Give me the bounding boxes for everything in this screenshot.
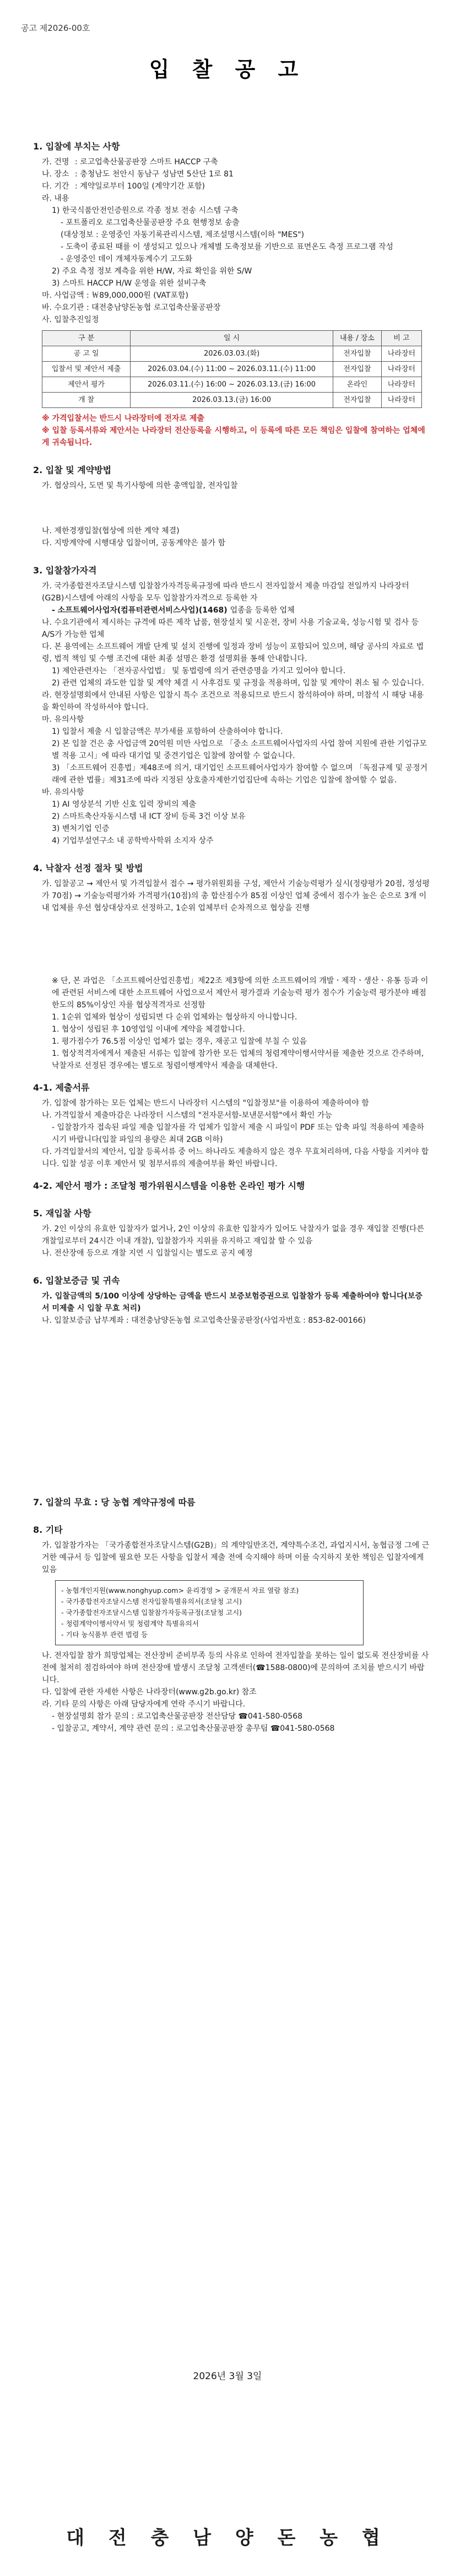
section-3 bbox=[33, 565, 430, 847]
detail-line: - 도축이 종료된 때를 이 생성되고 있으나 개체별 도축정보를 기반으로 표면온도 측정 프로그램 작성 bbox=[61, 243, 393, 251]
detail-line: - 운영중인 데이 개체자동계수기 고도화 bbox=[61, 255, 193, 264]
qual-line: 1) 제안관련자는 「전자공사업법」 및 동법령에 의거 관련증명을 가지고 있어야 합니다. bbox=[52, 667, 346, 675]
detail-line: 3) 스마트 HACCP H/W 운영을 위한 설비구축 bbox=[52, 279, 207, 288]
table-cell: 2026.03.13.(금) 16:00 bbox=[131, 393, 333, 408]
table-cell: 2026.03.04.(수) 11:00 ~ 2026.03.11.(수) 11:00 bbox=[131, 362, 333, 377]
note-line: ※ 가격입찰서는 반드시 나라장터에 전자로 제출 bbox=[42, 414, 204, 423]
qual-line: 나. 수요기관에서 제시하는 규격에 따른 제작 납품, 현장설치 및 시운전, 장비 사용 기술교육, 성능시험 및 검사 등 A/S가 가능한 업체 bbox=[42, 618, 419, 639]
deposit-line: 가. 입찰금액의 5/100 이상에 상당하는 금액을 반드시 보증보험증권으로 입찰참가 등록 제출하여야 합니다(보증서 미제출 시 입찰 무효 처리) bbox=[42, 1292, 422, 1313]
table-cell: 전자입찰 bbox=[333, 346, 382, 362]
selection-note: 1. 1순위 업체와 협상이 성립되면 다 순위 업체와는 협상하지 아니합니다. bbox=[52, 1013, 297, 1022]
schedule-title: 사. 입찰추진일정 bbox=[42, 315, 99, 324]
contract-line: 다. 지방계약에 시행대상 입찰이며, 공동계약은 불가 함 bbox=[42, 539, 226, 548]
reference-item: - 국가종합전자조달시스템 전자입찰특별유의서(조달청 고시) bbox=[61, 1597, 242, 1606]
contract-line: 나. 제한경쟁입찰(협상에 의한 계약 체결) bbox=[42, 527, 180, 535]
notice-number: 공고 제2026-00호 bbox=[21, 23, 90, 33]
qual-line: 가. 국가종합전자조달시스템 입찰참가자격등록규정에 따라 반드시 전자입찰서 제출 마감일 전일까지 나라장터(G2B)시스템에 아래의 사항을 모두 입찰참가자격으로 등록한 자 bbox=[42, 582, 409, 603]
section-3-heading: 3. 입찰참가자격 bbox=[33, 565, 97, 576]
kv-row bbox=[42, 156, 430, 168]
qual-line: 1) 입찰서 제출 시 입찰금액은 부가세를 포함하여 산출하여야 합니다. bbox=[52, 727, 283, 736]
section-6-heading: 6. 입찰보증금 및 귀속 bbox=[33, 1275, 120, 1286]
col-header: 구 분 bbox=[42, 331, 131, 346]
table-cell: 입찰서 및 제안서 제출 bbox=[42, 362, 131, 377]
table-cell: 제안서 평가 bbox=[42, 377, 131, 393]
misc-line: 가. 입찰참가자는 「국가종합전자조달시스템(G2B)」의 계약일반조건, 계약특수조건, 과업지시서, 농협금정 그에 근거한 예규서 등 입찰에 필요한 모든 사항을 입찰서 제출 전에 숙지해야 하며 이를 숙지하지 못한 책임은 입찰자에게 있음 bbox=[42, 1541, 430, 1574]
reference-item: - 농협개인지원(www.nonghyup.com> 윤리경영 > 공개문서 자료 열람 참조) bbox=[61, 1586, 299, 1595]
selection-note: ※ 단, 본 과업은 「소프트웨어산업진흥법」제22조 제3항에 의한 소프트웨어의 개발ㆍ제작ㆍ생산ㆍ유통 등과 이에 관련된 서비스에 대한 소프트웨어 사업으로서 제안서 평가결과 기술능력 평가 점수가 기술능력 평가분야 배점한도의 85%이상인 자를 협상적격자로 선정함 bbox=[52, 976, 429, 1010]
table-cell: 전자입찰 bbox=[333, 362, 382, 377]
section-4-1 bbox=[33, 1082, 430, 1170]
table-cell: 2026.03.03.(화) bbox=[131, 346, 333, 362]
table-cell: 나라장터 bbox=[381, 393, 421, 408]
selection-note: 1. 협상이 성립된 후 10영업일 이내에 계약을 체결합니다. bbox=[52, 1025, 245, 1034]
reference-item: - 청렴계약이행서약서 및 청렴계약 특별유의서 bbox=[61, 1619, 199, 1628]
rebid-line: 가. 2인 이상의 유효한 입찰자가 없거나, 2인 이상의 유효한 입찰자가 있어도 낙찰자가 없을 경우 재입찰 진행(다른 개찰일로부터 24시간 이내 개찰), 입찰참가자 지위를 유지하고 재입찰 할 수 있음 bbox=[42, 1225, 424, 1246]
docs-line: 가. 입찰에 참가하는 모든 업체는 반드시 나라장터 시스템의 "입찰정보"를 이용하여 제출하여야 함 bbox=[42, 1099, 369, 1108]
qual-line: 2) 스마트축산자동시스템 내 ICT 장비 등록 3건 이상 보유 bbox=[52, 812, 246, 821]
kv-value: : 충청남도 천안시 동남구 성남면 5산단 1로 81 bbox=[75, 170, 234, 179]
col-header: 내용 / 장소 bbox=[333, 331, 382, 346]
kv-key: 다. 기간 bbox=[42, 182, 69, 191]
qual-line: 2) 본 입찰 건은 총 사업금액 20억원 미만 사업으로 「중소 소프트웨어사업자의 사업 참여 지원에 관한 기업규모별 적용 고시」에 따라 대기업 및 중견기업은 입찰에 참여할 수 없습니다. bbox=[52, 739, 427, 760]
section-1-heading: 1. 입찰에 부치는 사항 bbox=[33, 141, 120, 152]
qual-line bbox=[52, 604, 430, 616]
table-cell: 2026.03.11.(수) 16:00 ~ 2026.03.13.(금) 16:00 bbox=[131, 377, 333, 393]
col-header: 비 고 bbox=[381, 331, 421, 346]
issuing-organization: 대 전 충 남 양 돈 농 협 bbox=[66, 2527, 389, 2549]
section-2 bbox=[33, 464, 430, 549]
contract-line: 가. 협상의사, 도면 및 특기사항에 의한 총액입찰, 전자입찰 bbox=[42, 481, 238, 490]
section-4-2 bbox=[33, 1180, 430, 1192]
table-row bbox=[42, 362, 422, 377]
kv-row bbox=[42, 180, 430, 192]
detail-line: (대상정보 : 운영중인 자동기록관리시스템, 제조설명시스템(이하 "MES") bbox=[61, 230, 305, 239]
reference-item: - 기타 농식품부 관련 법령 등 bbox=[61, 1630, 148, 1639]
section-2-heading: 2. 입찰 및 계약방법 bbox=[33, 465, 112, 475]
table-row bbox=[42, 393, 422, 408]
kv-key: 라. 내용 bbox=[42, 194, 69, 203]
section-1 bbox=[33, 141, 430, 449]
rebid-line: 나. 전산장애 등으로 개찰 지연 시 입찰일시는 별도로 공지 예정 bbox=[42, 1249, 253, 1258]
qual-line: 다. 본 용역에는 소프트웨어 개발 단계 및 설치 진행에 일정과 장비 성능이 포함되어 있으며, 해당 공사의 자료로 법령, 법적 책임 및 수행 조건에 대한 최종 설명은 환경 설명회를 통해 안내합니다. bbox=[42, 642, 424, 663]
notice-date: 2026년 3월 3일 bbox=[193, 2371, 262, 2382]
qual-line: 라. 현장설명회에서 안내된 사항은 입찰시 특수 조건으로 적용되므로 반드시 참석하여야 하며, 미참석 시 해당 내용을 확인하여 작성하셔야 합니다. bbox=[42, 691, 424, 712]
selection-note: 1. 평가점수가 76.5점 이상인 업체가 없는 경우, 재공고 입찰에 부칠 수 있음 bbox=[52, 1037, 307, 1046]
qual-highlight: - 소프트웨어사업자(컴퓨터관련서비스사업)(1468) bbox=[52, 606, 228, 615]
schedule-table bbox=[42, 330, 422, 408]
section-4-1-heading: 4-1. 제출서류 bbox=[33, 1082, 90, 1093]
qual-line: 마. 유의사항 bbox=[42, 715, 84, 724]
section-8 bbox=[33, 1524, 430, 1735]
misc-line: 다. 입찰에 관한 자세한 사항은 나라장터(www.g2b.go.kr) 참조 bbox=[42, 1688, 257, 1697]
docs-line: - 입찰참가자 접속된 파일 제출 입찰자를 각 업체가 입찰서 제출 시 파일이 PDF 또는 압축 파일 적용하여 제출하시기 바랍니다(입찰 파일의 용량은 최대 2GB 이하) bbox=[52, 1123, 424, 1144]
qual-line: 2) 관련 업체의 과도한 입찰 및 계약 체결 시 사후검토 및 규정을 적용하며, 입찰 및 계약이 취소 될 수 있습니다. bbox=[52, 679, 424, 688]
section-4-2-heading: 4-2. 제안서 평가 : 조달청 평가위원시스템을 이용한 온라인 평가 시행 bbox=[33, 1180, 305, 1191]
docs-line: 다. 가격입찰서의 제안서, 입찰 등록서류 중 어느 하나라도 제출하지 않은 경우 무효처리하며, 다음 사항을 지켜야 합니다. 입찰 성공 이후 제안서 및 첨부서류의 제출여부를 확인 바랍니다. bbox=[42, 1147, 429, 1168]
selection-line: 가. 입찰공고 → 제안서 및 가격입찰서 접수 → 평가위원회를 구성, 제안서 기술능력평가 실시(정량평가 20점, 정성평가 70점) → 기술능력평가와 가격평가(10점)의 총 합산점수가 85점 이상인 업체 중에서 점수가 높은 순으로 3개 이내 업체를 우선 협상대상자로 선정하고, 1순위 업체부터 순차적으로 협상을 진행 bbox=[42, 879, 430, 913]
kv-key: 나. 장소 bbox=[42, 170, 69, 179]
table-cell: 나라장터 bbox=[381, 377, 421, 393]
misc-line: 나. 전자입찰 참가 희망업체는 전산장비 준비부족 등의 사유로 인하여 전자입찰을 못하는 일이 없도록 전산장비를 사전에 철저히 점검하여야 하며 전산장애 발생시 조달청 고객센터(☎1588-0800)에 문의하여 조치를 받으시기 바랍니다. bbox=[42, 1651, 429, 1684]
kv-row bbox=[42, 168, 430, 180]
kv-row bbox=[42, 192, 430, 205]
section-4-heading: 4. 낙찰자 선정 절차 및 방법 bbox=[33, 863, 143, 873]
page-title: 입 찰 공 고 bbox=[149, 57, 306, 82]
docs-line: 나. 가격입찰서 제출마감은 나라장터 시스템의 "전자문서함-보낸문서함"에서 확인 가능 bbox=[42, 1111, 332, 1120]
qual-line: 바. 유의사항 bbox=[42, 788, 84, 797]
qual-line: 4) 기업부설연구소 내 공학박사학위 소지자 상주 bbox=[52, 836, 214, 845]
detail-line: - 포트폴리오 로그업축산물공판장 주요 현행정보 송출 bbox=[61, 218, 240, 227]
section-7-heading: 7. 입찰의 무효 : 당 농협 계약규정에 따름 bbox=[33, 1497, 196, 1507]
deposit-line: 나. 입찰보증금 납부계좌 : 대전충남양돈농협 로고업축산물공판장(사업자번호 : 853-82-00166) bbox=[42, 1316, 366, 1325]
table-cell: 개 찰 bbox=[42, 393, 131, 408]
qual-text: 업종을 등록한 업체 bbox=[230, 606, 295, 615]
table-cell: 전자입찰 bbox=[333, 393, 382, 408]
budget-line: 마. 사업금액 : ￦89,000,000원 (VAT포함) bbox=[42, 291, 188, 300]
section-4 bbox=[33, 862, 430, 1072]
agency-line: 바. 수요기관 : 대전충남양돈농협 로고업축산물공판장 bbox=[42, 303, 221, 312]
table-row bbox=[42, 346, 422, 362]
qual-line: 1) AI 영상분석 기반 신호 입력 장비의 제출 bbox=[52, 800, 197, 809]
detail-line: 2) 주요 측정 정보 계측을 위한 H/W, 자료 확인을 위한 S/W bbox=[52, 267, 252, 276]
selection-note: 1. 협상적격자에게서 제출된 서류는 입찰에 참가한 모든 업체의 청렴계약이행서약서를 제출한 것으로 간주하며, 낙찰자로 선정된 경우에는 별도로 청렴이행계약서 제출을 대체한다. bbox=[52, 1049, 424, 1070]
kv-key: 가. 건명 bbox=[42, 158, 69, 167]
contact-line: - 입찰공고, 계약서, 계약 관련 문의 : 로고업축산물공판장 총무팀 ☎041-580-0568 bbox=[52, 1724, 335, 1733]
table-cell: 나라장터 bbox=[381, 346, 421, 362]
section-7 bbox=[33, 1496, 430, 1509]
section-5-heading: 5. 재입찰 사항 bbox=[33, 1208, 91, 1219]
qual-line: 3) 「소프트웨어 진흥법」제48조에 의거, 대기업인 소프트웨어사업자가 참여할 수 없으며 「독점규제 및 공정거래에 관한 법률」제31조에 따라 지정된 상호출자제한기업집단에 속하는 기업은 입찰에 참여할 수 없음. bbox=[52, 764, 428, 785]
kv-value: : 로고업축산물공판장 스마트 HACCP 구축 bbox=[75, 158, 218, 167]
section-5 bbox=[33, 1208, 430, 1259]
notice-body bbox=[33, 141, 430, 1739]
misc-line: 라. 기타 문의 사항은 아래 담당자에게 연락 주시기 바랍니다. bbox=[42, 1700, 246, 1709]
section-8-heading: 8. 기타 bbox=[33, 1525, 63, 1535]
detail-line: 1) 한국식품안전인증원으로 각종 정보 전송 시스템 구축 bbox=[52, 206, 239, 215]
table-header-row bbox=[42, 331, 422, 346]
table-row bbox=[42, 377, 422, 393]
note-line: ※ 입찰 등록서류와 제안서는 나라장터 전산등록을 시행하고, 이 등록에 따른 모든 책임은 입찰에 참여하는 업체에게 귀속됩니다. bbox=[42, 426, 425, 447]
table-cell: 나라장터 bbox=[381, 362, 421, 377]
table-cell: 온라인 bbox=[333, 377, 382, 393]
kv-value: : 계약일로부터 100일 (계약기간 포함) bbox=[75, 182, 205, 191]
section-6 bbox=[33, 1275, 430, 1327]
col-header: 일 시 bbox=[131, 331, 333, 346]
reference-item: - 국가종합전자조달시스템 입찰참가자등록규정(조달청 고시) bbox=[61, 1608, 242, 1617]
reference-box bbox=[55, 1580, 364, 1645]
table-cell: 공 고 일 bbox=[42, 346, 131, 362]
qual-line: 3) 벤처기업 인증 bbox=[52, 824, 110, 833]
contact-line: - 현장설명회 참가 문의 : 로고업축산물공판장 전산담당 ☎041-580-0568 bbox=[52, 1712, 303, 1721]
